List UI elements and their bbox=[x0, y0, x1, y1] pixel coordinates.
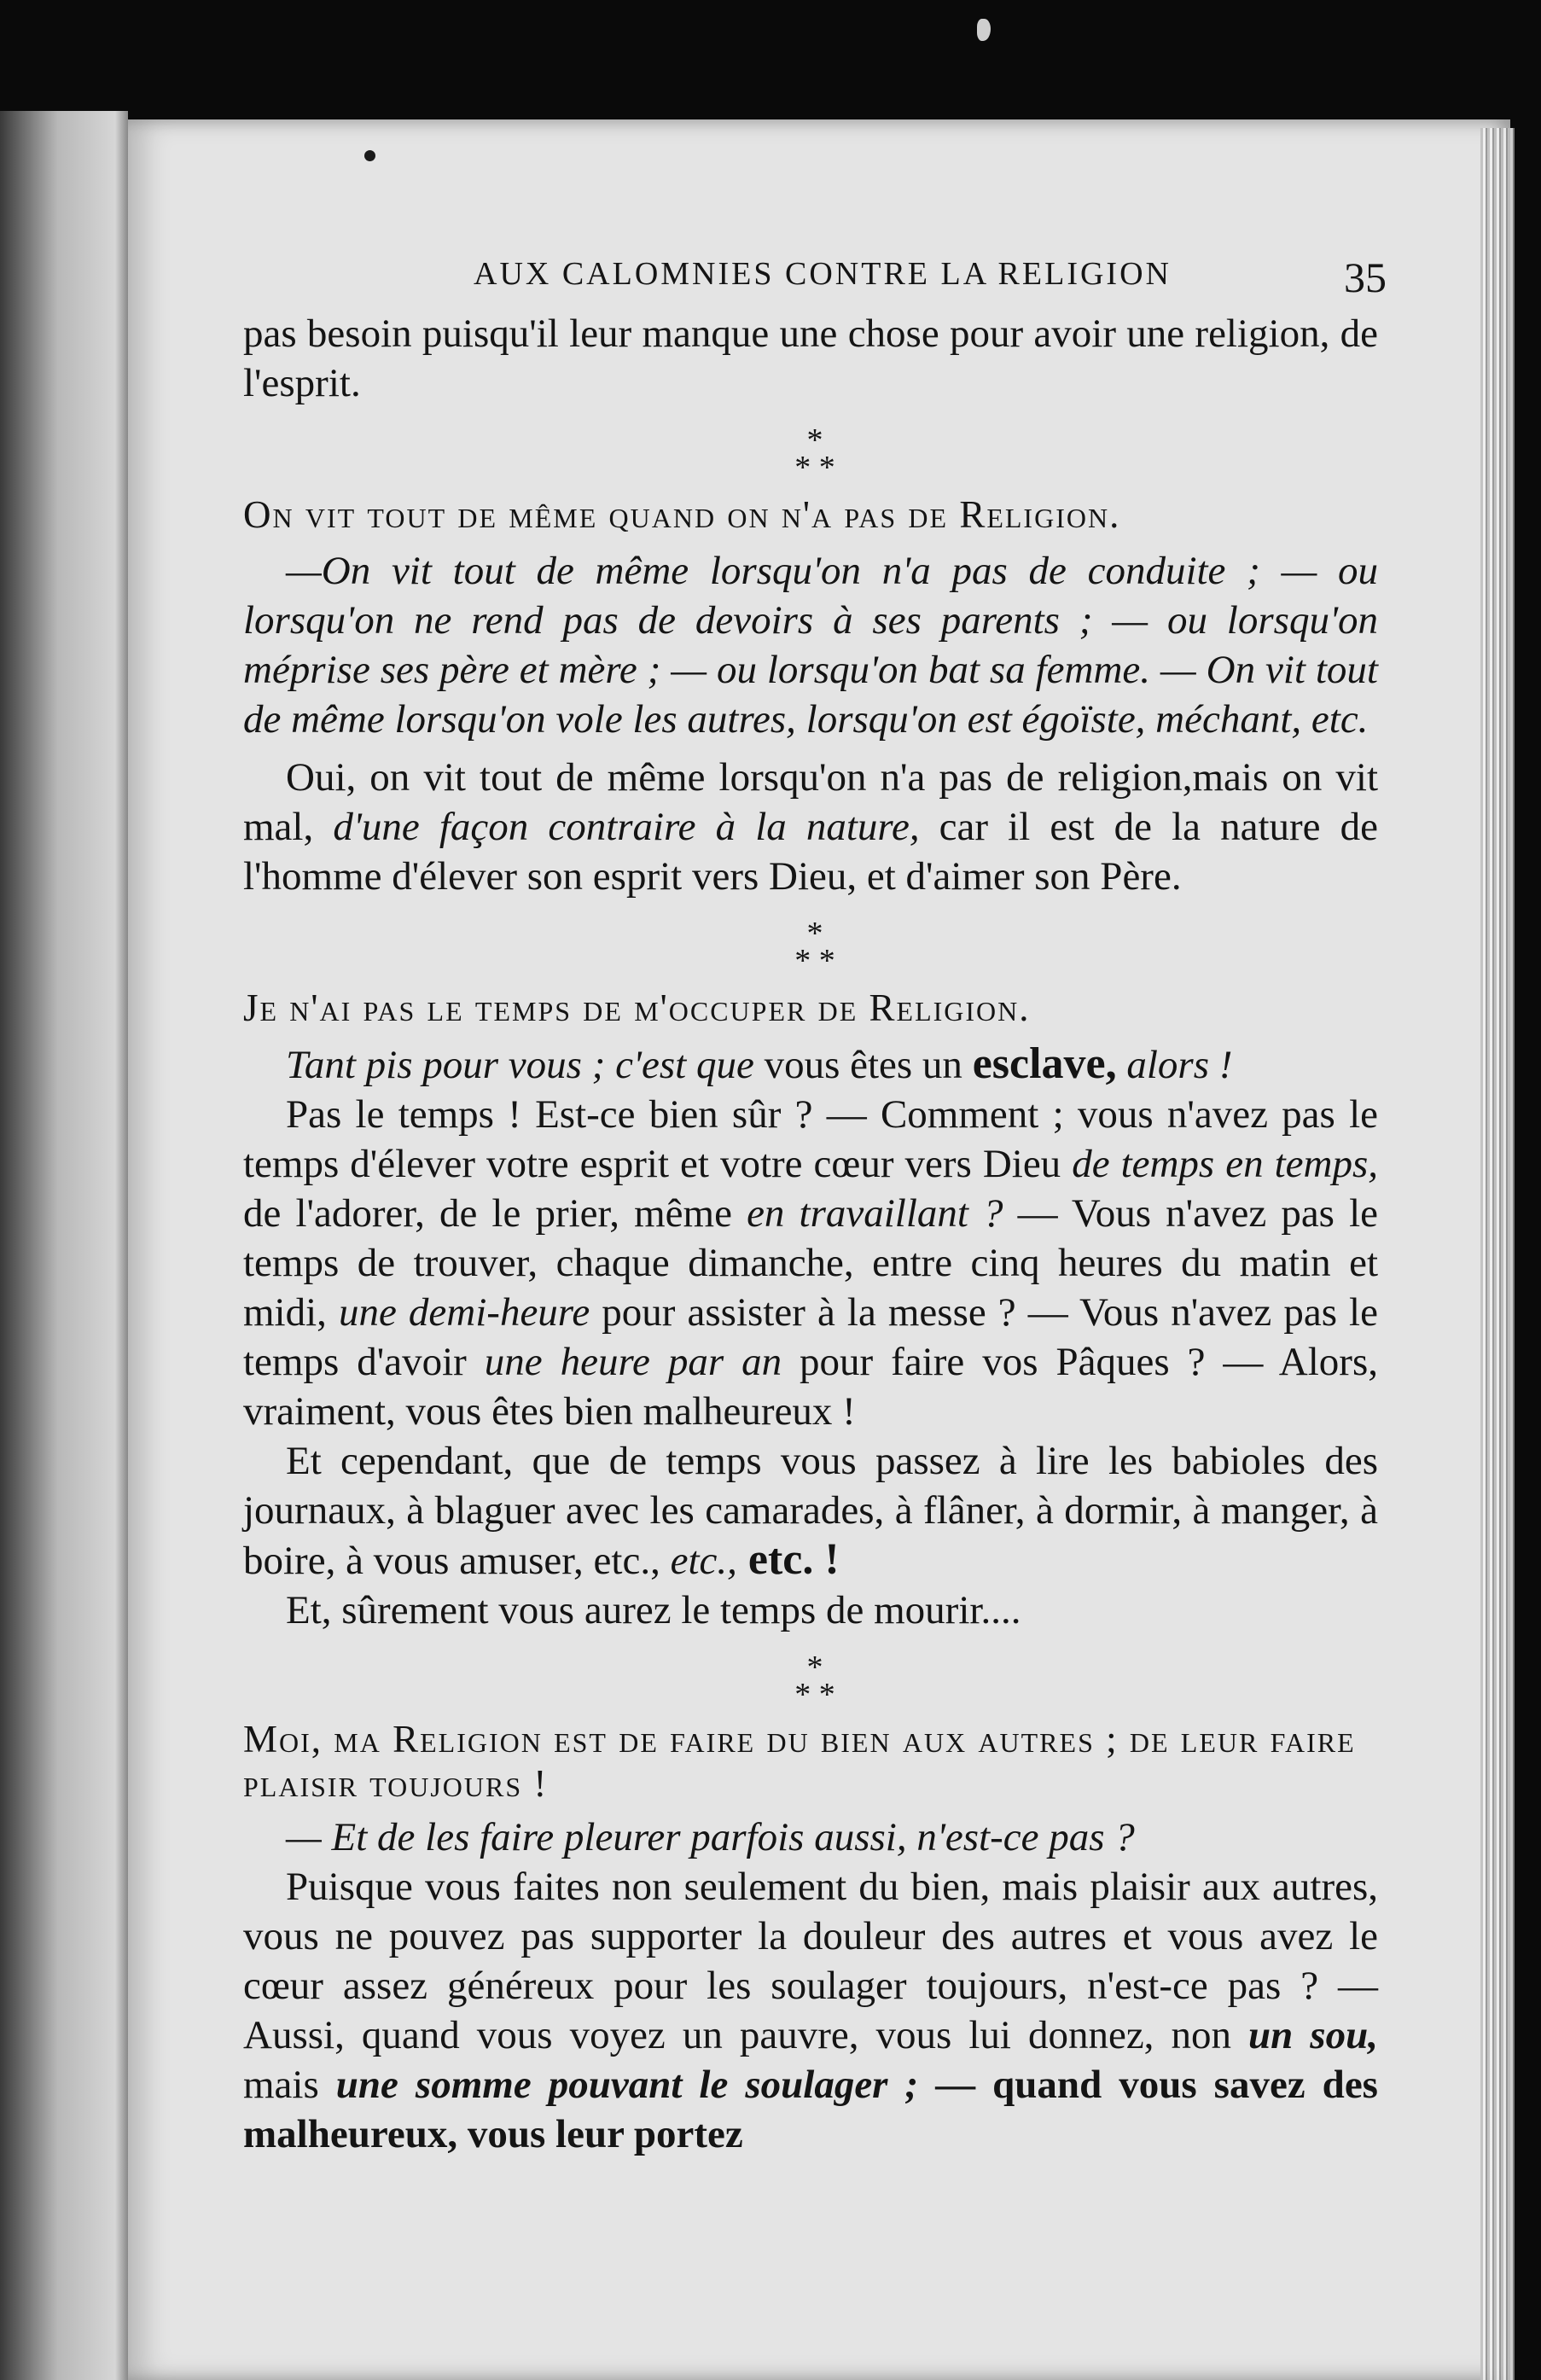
running-head bbox=[243, 249, 1387, 301]
page-content bbox=[243, 249, 1387, 2159]
section-2-reply bbox=[243, 1039, 1378, 1090]
page-number: 35 bbox=[1344, 253, 1387, 301]
ornament-separator: * * * bbox=[794, 422, 835, 486]
intro-paragraph: pas besoin puisqu'il leur manque une chose pour avoir une religion, de l'esprit. bbox=[243, 311, 1378, 405]
italic-run: etc., bbox=[670, 1539, 737, 1583]
text-run: vous êtes un bbox=[753, 1043, 973, 1087]
ink-dot bbox=[364, 150, 375, 161]
section-3-paragraph bbox=[243, 1862, 1378, 2159]
italic-run: alors ! bbox=[1116, 1043, 1233, 1087]
text-run: mais bbox=[243, 2063, 336, 2107]
text-run: pour faire vos Pâques ? — Alors, vraiment, vous êtes bien malheureux ! bbox=[243, 1340, 1378, 1434]
section-heading-3: Moi, ma Religion est de faire du bien aux autres ; de leur faire plaisir toujours ! bbox=[243, 1718, 1356, 1805]
italic-run: de temps en temps, bbox=[1072, 1142, 1379, 1186]
ornament-separator: * * * bbox=[794, 1650, 835, 1713]
ornament-separator: * * * bbox=[794, 916, 835, 979]
italic-run: Tant pis pour vous ; c'est que bbox=[286, 1043, 754, 1087]
text-run: Puisque vous faites non seulement du bien, mais plaisir aux autres, vous ne pouvez pas supporter la douleur des autres et vous avez le cœur assez généreux pour les soulager toujours, n'est-ce pas ? — Aussi, quand vous voyez un pauvre, vous lui donnez, non bbox=[243, 1865, 1378, 2057]
text-run: Et cependant, que de temps vous passez à lire les babioles des journaux, à blaguer avec les camarades, à flâner, à dormir, à manger, à boire, à vous amuser, etc., bbox=[243, 1439, 1378, 1583]
text-run: de l'adorer, de le prier, même bbox=[243, 1191, 747, 1236]
text-run: Oui, on vit tout de même lorsqu'on n'a pas de religion,mais on vit mal, bbox=[243, 755, 1378, 849]
italic-run: d'une façon contraire à la nature, bbox=[333, 805, 920, 849]
section-heading-1: On vit tout de même quand on n'a pas de Religion. bbox=[243, 493, 1121, 536]
text-run: pour assister à la messe ? — Vous n'avez pas le temps d'avoir bbox=[243, 1290, 1378, 1384]
page-stack-edge bbox=[1480, 128, 1515, 2380]
section-1-reply: —On vit tout de même lorsqu'on n'a pas de conduite ; — ou lorsqu'on ne rend pas de devoirs à ses parents ; — ou lorsqu'on méprise ses père et mère ; — ou lorsqu'on bat sa femme. — On vit tout de même lorsqu'on vole les autres, lorsqu'on est égoïste, méchant, etc. bbox=[243, 549, 1378, 742]
section-2-paragraph-3: Et, sûrement vous aurez le temps de mourir.... bbox=[286, 1588, 1021, 1632]
section-3-reply: — Et de les faire pleurer parfois aussi, n'est-ce pas ? bbox=[286, 1815, 1135, 1859]
italic-run: une demi-heure bbox=[339, 1290, 590, 1335]
scan-speck bbox=[977, 19, 991, 41]
section-1-paragraph bbox=[243, 753, 1378, 901]
bold-run: esclave, bbox=[972, 1039, 1117, 1088]
text-run: Pas le temps ! Est-ce bien sûr ? — Comment ; vous n'avez pas le temps d'élever votre esprit et votre cœur vers Dieu bbox=[243, 1092, 1378, 1186]
text-run: car il est de la nature de l'homme d'élever son esprit vers Dieu, et d'aimer son Père. bbox=[243, 805, 1378, 899]
section-heading-2: Je n'ai pas le temps de m'occuper de Religion. bbox=[243, 986, 1031, 1029]
italic-run: un sou, bbox=[1248, 2013, 1378, 2057]
section-2-paragraph-1 bbox=[243, 1090, 1378, 1436]
text-run: — quand vous savez des malheureux, vous leur portez bbox=[243, 2063, 1378, 2156]
facing-page-edge bbox=[0, 111, 128, 2380]
section-2-paragraph-2 bbox=[243, 1436, 1378, 1586]
italic-run: en travaillant ? bbox=[747, 1191, 1003, 1236]
text-run: — Vous n'avez pas le temps de trouver, chaque dimanche, entre cinq heures du matin et midi, bbox=[243, 1191, 1378, 1335]
italic-run: une somme pouvant le soulager ; bbox=[335, 2063, 919, 2107]
italic-run: une heure par an bbox=[484, 1340, 782, 1384]
bold-run: etc. ! bbox=[736, 1535, 840, 1584]
running-title: AUX CALOMNIES CONTRE LA RELIGION bbox=[474, 256, 1172, 292]
